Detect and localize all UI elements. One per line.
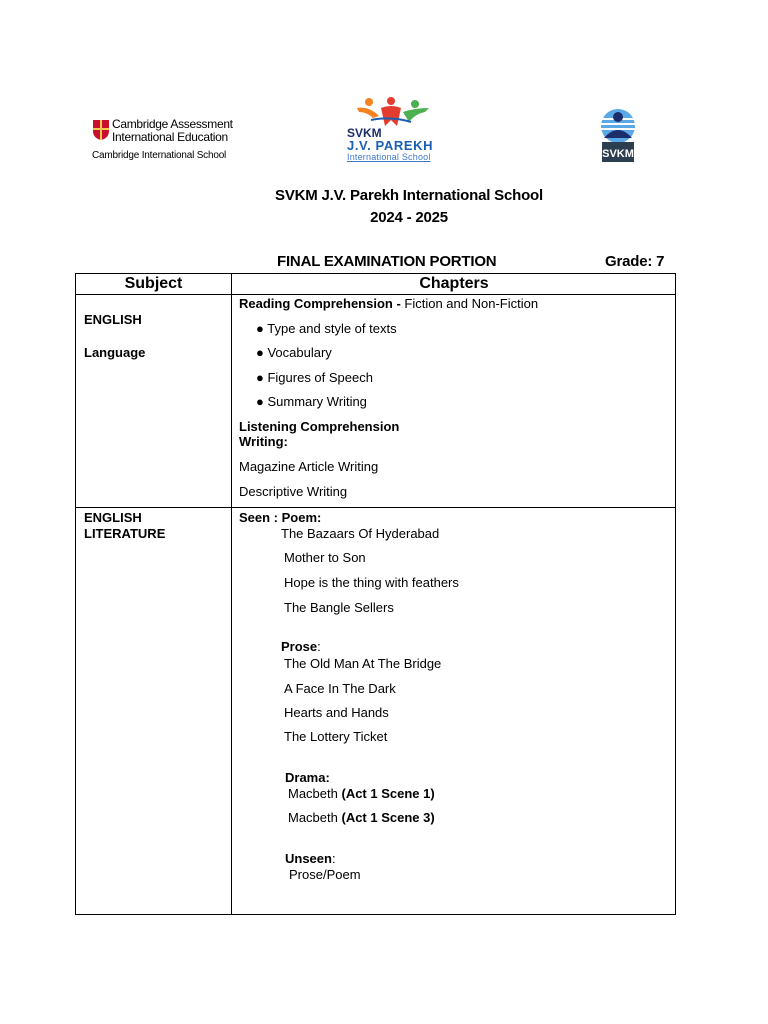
column-divider bbox=[231, 274, 232, 914]
header-divider bbox=[76, 294, 675, 295]
drama-title: Macbeth bbox=[288, 786, 342, 801]
unseen-heading-label: Unseen bbox=[285, 851, 332, 866]
drama-item bbox=[288, 786, 435, 802]
subject-english-language-line2: Language bbox=[84, 345, 146, 360]
jv-parekh-figures-icon bbox=[351, 96, 431, 130]
bullet-item: ● Summary Writing bbox=[256, 394, 367, 409]
writing-item: Magazine Article Writing bbox=[239, 459, 379, 474]
bullet-text: Summary Writing bbox=[267, 394, 367, 409]
grade-label: Grade: 7 bbox=[605, 253, 665, 270]
school-name: SVKM J.V. Parekh International School bbox=[275, 187, 543, 204]
row-divider bbox=[76, 507, 675, 508]
jv-parekh-name: J.V. PAREKH bbox=[347, 138, 434, 153]
jv-parekh-svkm-text: SVKM bbox=[347, 126, 382, 140]
subject-english-language-line1: ENGLISH bbox=[84, 312, 142, 327]
prose-heading bbox=[281, 639, 321, 655]
bullet-item: ● Figures of Speech bbox=[256, 370, 373, 385]
jv-parekh-subtitle: International School bbox=[347, 152, 431, 162]
drama-detail: (Act 1 Scene 1) bbox=[341, 786, 435, 801]
header-subject: Subject bbox=[124, 275, 183, 292]
header-chapters: Chapters bbox=[419, 275, 489, 292]
prose-item: A Face In The Dark bbox=[284, 681, 396, 696]
poem-item: The Bazaars Of Hyderabad bbox=[281, 526, 440, 541]
subject-english-literature-line2: LITERATURE bbox=[84, 526, 166, 541]
bullet-item: ● Type and style of texts bbox=[256, 321, 397, 336]
poem-item: Hope is the thing with feathers bbox=[284, 575, 459, 590]
portion-table bbox=[75, 273, 676, 915]
cambridge-line-1: Cambridge Assessment bbox=[112, 117, 233, 131]
portion-title: FINAL EXAMINATION PORTION bbox=[277, 253, 497, 270]
bullet-text: Figures of Speech bbox=[267, 370, 373, 385]
bullet-item: ● Vocabulary bbox=[256, 345, 332, 360]
bullet-text: Type and style of texts bbox=[267, 321, 397, 336]
writing-heading: Writing: bbox=[239, 434, 288, 449]
reading-comprehension-suffix: Fiction and Non-Fiction bbox=[400, 296, 539, 311]
cambridge-line-2: International Education bbox=[112, 130, 228, 144]
cambridge-shield-icon bbox=[92, 119, 110, 141]
seen-poem-heading: Seen : Poem: bbox=[239, 510, 322, 525]
cambridge-logo bbox=[92, 117, 232, 167]
drama-heading: Drama: bbox=[285, 770, 330, 785]
reading-comprehension bbox=[239, 296, 538, 312]
bullet-text: Vocabulary bbox=[267, 345, 332, 360]
unseen-heading-colon: : bbox=[331, 851, 336, 866]
jv-parekh-logo bbox=[345, 96, 457, 162]
prose-heading-colon: : bbox=[317, 639, 321, 654]
drama-detail: (Act 1 Scene 3) bbox=[341, 810, 435, 825]
drama-title: Macbeth bbox=[288, 810, 342, 825]
cambridge-line-3: Cambridge International School bbox=[92, 150, 227, 161]
svkm-logo bbox=[592, 108, 644, 164]
academic-year: 2024 - 2025 bbox=[370, 209, 448, 226]
unseen-heading bbox=[285, 851, 336, 867]
unseen-item: Prose/Poem bbox=[289, 867, 361, 882]
subject-english-literature-line1: ENGLISH bbox=[84, 510, 142, 525]
drama-item bbox=[288, 810, 435, 826]
svkm-logo-text: SVKM bbox=[602, 148, 634, 160]
reading-comprehension-heading: Reading Comprehension - bbox=[239, 296, 401, 311]
poem-item: Mother to Son bbox=[284, 550, 366, 565]
listening-comprehension: Listening Comprehension bbox=[239, 419, 400, 434]
writing-item: Descriptive Writing bbox=[239, 484, 348, 499]
prose-item: Hearts and Hands bbox=[284, 705, 389, 720]
poem-item: The Bangle Sellers bbox=[284, 600, 394, 615]
prose-item: The Lottery Ticket bbox=[284, 729, 388, 744]
prose-heading-label: Prose bbox=[281, 639, 318, 654]
prose-item: The Old Man At The Bridge bbox=[284, 656, 442, 671]
